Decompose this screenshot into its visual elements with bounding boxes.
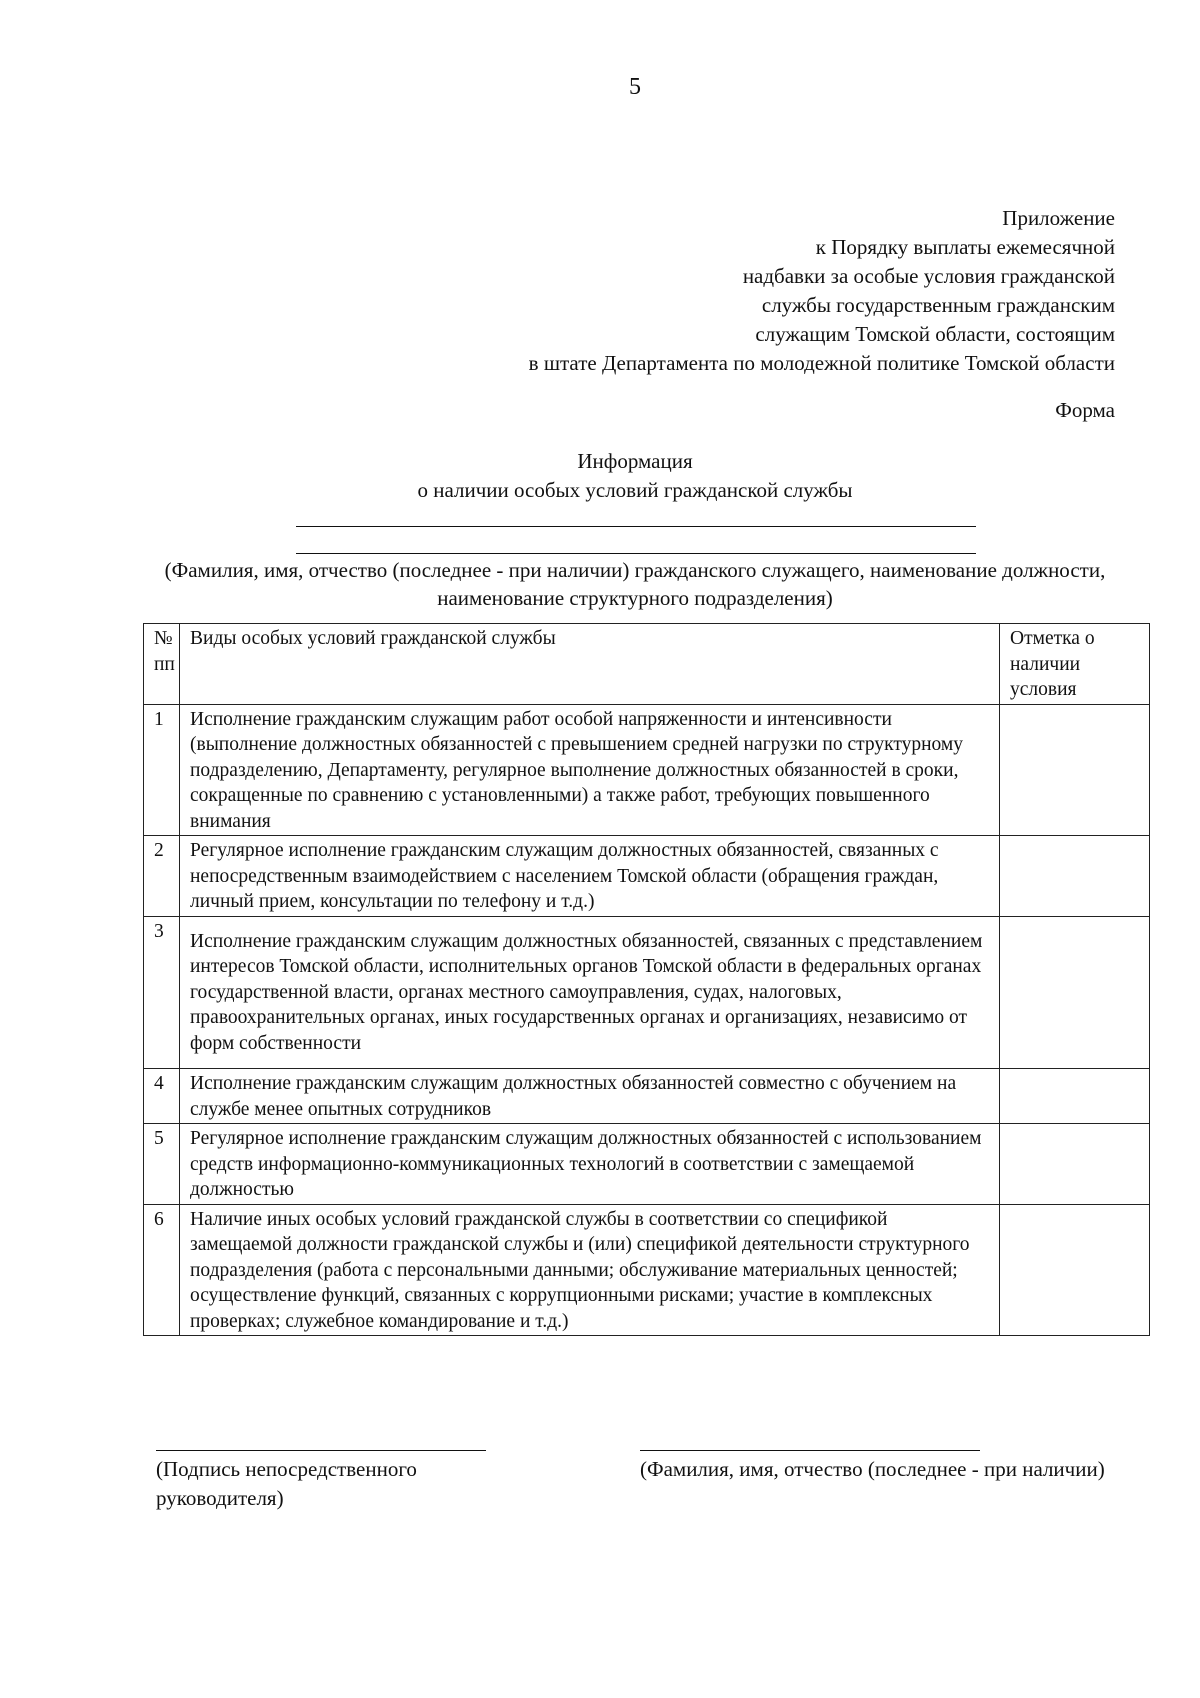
appendix-header [529, 204, 1115, 378]
row-text: Исполнение гражданским служащим должностных обязанностей, связанных с представлением интересов Томской области, исполнительных органов Томской области в федеральных органах государственной власти, органах местного самоуправления, судах, налоговых, правоохранительных органах, иных государственных органах и организациях, независимо от форм собственности [180, 916, 1000, 1069]
fio-signature-line[interactable] [640, 1450, 980, 1451]
header-mark: Отметка о наличии условия [1000, 624, 1150, 705]
form-label: Форма [1055, 398, 1115, 422]
appendix-line: Приложение [1002, 206, 1115, 230]
table-row [144, 1204, 1150, 1336]
appendix-line: в штате Департамента по молодежной политике Томской области [528, 351, 1115, 375]
header-type: Виды особых условий гражданской службы [180, 624, 1000, 705]
fio-signature-caption: (Фамилия, имя, отчество (последнее - при наличии) [640, 1457, 1105, 1481]
row-mark-cell[interactable] [1000, 1204, 1150, 1336]
table-row [144, 836, 1150, 917]
table-header-row [144, 624, 1150, 705]
appendix-line: к Порядку выплаты ежемесячной [815, 235, 1115, 259]
row-text: Исполнение гражданским служащим должностных обязанностей совместно с обучением на службе менее опытных сотрудников [180, 1069, 1000, 1124]
table-row [144, 1124, 1150, 1205]
row-mark-cell[interactable] [1000, 836, 1150, 917]
row-num: 3 [144, 916, 180, 1069]
header-num: № пп [144, 624, 180, 705]
row-mark-cell[interactable] [1000, 916, 1150, 1069]
row-mark-cell[interactable] [1000, 704, 1150, 836]
row-num: 6 [144, 1204, 180, 1336]
table-row [144, 704, 1150, 836]
row-num: 4 [144, 1069, 180, 1124]
supervisor-signature-line[interactable] [156, 1450, 486, 1451]
table-row [144, 916, 1150, 1069]
fio-blank-line-1[interactable] [296, 526, 976, 527]
row-text: Регулярное исполнение гражданским служащим должностных обязанностей, связанных с непосредственным взаимодействием с населением Томской области (обращения граждан, личный прием, консультации по телефону и т.д.) [180, 836, 1000, 917]
row-num: 1 [144, 704, 180, 836]
row-mark-cell[interactable] [1000, 1069, 1150, 1124]
title-line-1: Информация [577, 449, 693, 473]
document-title [0, 447, 1200, 505]
page-number: 5 [629, 74, 641, 100]
supervisor-signature-caption: (Подпись непосредственного руководителя) [156, 1457, 417, 1510]
row-num: 5 [144, 1124, 180, 1205]
appendix-line: службы государственным гражданским [761, 293, 1115, 317]
row-text: Наличие иных особых условий гражданской службы в соответствии со спецификой замещаемой должности гражданской службы и (или) спецификой деятельности структурного подразделения (работа с персональными данными; обслуживание материальных ценностей; осуществление функций, связанных с коррупционными рисками; участие в комплексных проверках; служебное командирование и т.д.) [180, 1204, 1000, 1336]
title-line-2: о наличии особых условий гражданской службы [417, 478, 853, 502]
row-mark-cell[interactable] [1000, 1124, 1150, 1205]
row-text: Исполнение гражданским служащим работ особой напряженности и интенсивности (выполнение должностных обязанностей с превышением средней нагрузки по структурному подразделению, Департаменту, регулярное выполнение должностных обязанностей в сроки, сокращенные по сравнению с установленными) а также работ, требующих повышенного внимания [180, 704, 1000, 836]
appendix-line: надбавки за особые условия гражданской [742, 264, 1115, 288]
fio-note: (Фамилия, имя, отчество (последнее - при наличии) гражданского служащего, наименование должности, наименование структурного подразделения) [164, 558, 1106, 610]
row-text: Регулярное исполнение гражданским служащим должностных обязанностей с использованием средств информационно-коммуникационных технологий в соответствии с замещаемой должностью [180, 1124, 1000, 1205]
fio-blank-line-2[interactable] [296, 553, 976, 554]
row-num: 2 [144, 836, 180, 917]
special-conditions-table [143, 623, 1150, 1336]
appendix-line: служащим Томской области, состоящим [755, 322, 1115, 346]
table-row [144, 1069, 1150, 1124]
